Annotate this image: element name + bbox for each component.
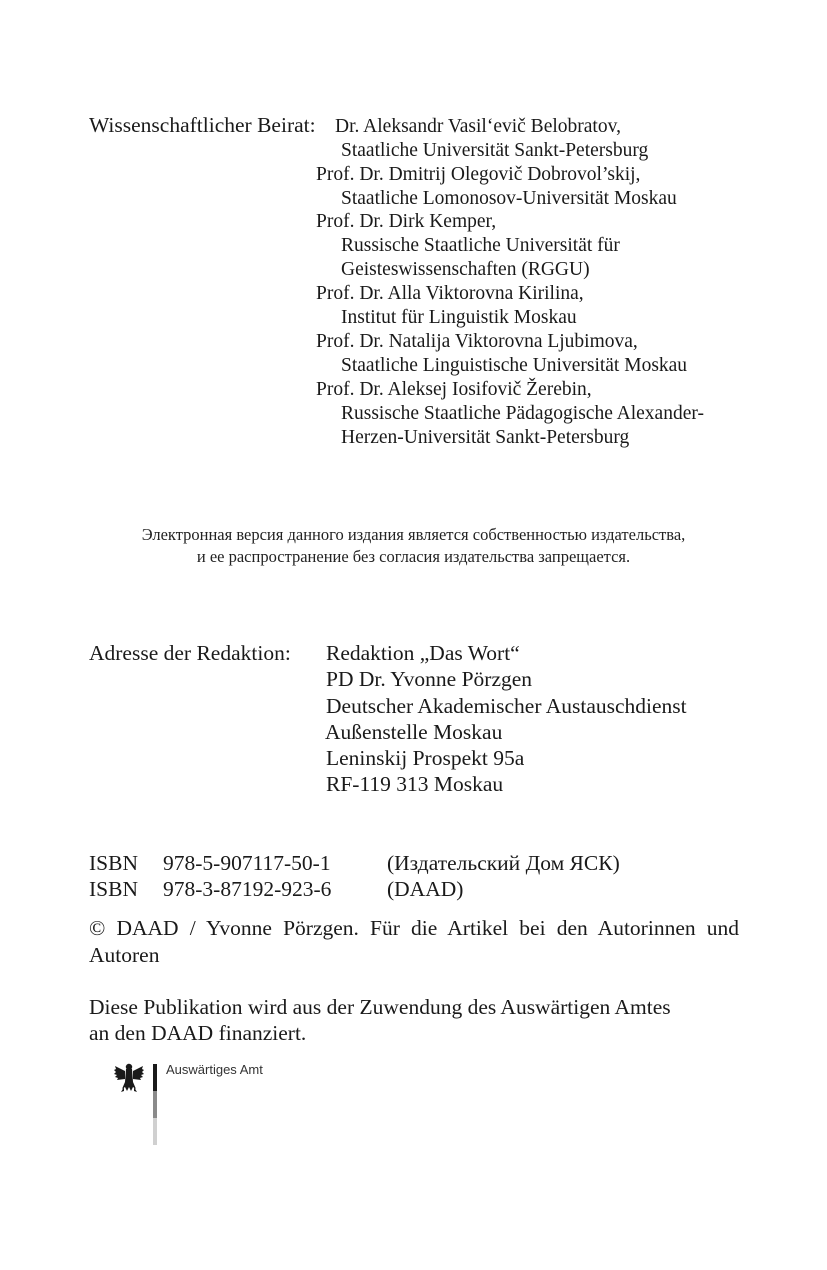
member-affiliation: Russische Staatliche Universität für — [341, 235, 620, 256]
address-line: Deutscher Akademischer Austauschdienst — [326, 694, 687, 718]
member-name: Dr. Aleksandr Vasil‘evič Belobratov, — [335, 116, 621, 137]
flag-bar-light — [153, 1118, 157, 1145]
isbn-number: 978-3-87192-923-6 — [163, 877, 332, 901]
address-line: Redaktion „Das Wort“ — [326, 641, 520, 665]
member-affiliation: Staatliche Linguistische Universität Moskau — [341, 355, 688, 376]
member-affiliation: Staatliche Universität Sankt-Petersburg — [341, 140, 649, 161]
notice-line: Электронная версия данного издания является собственностью издательства, — [141, 525, 686, 544]
member-name: Prof. Dr. Dirk Kemper, — [316, 211, 497, 232]
isbn-prefix: ISBN — [89, 851, 138, 875]
member-name: Prof. Dr. Alla Viktorovna Kirilina, — [316, 283, 584, 304]
member-name: Prof. Dr. Aleksej Iosifovič Žerebin, — [316, 379, 592, 400]
member-name: Prof. Dr. Dmitrij Olegovič Dobrovol’skij, — [316, 164, 641, 185]
member-name: Prof. Dr. Natalija Viktorovna Ljubimova, — [316, 331, 638, 352]
funding-line: Diese Publikation wird aus der Zuwendung des Auswärtigen Amtes — [89, 995, 671, 1019]
logo-text: Auswärtiges Amt — [166, 1062, 263, 1077]
address-label: Adresse der Redaktion: — [89, 641, 291, 665]
address-line: Außenstelle Moskau — [325, 720, 503, 744]
isbn-prefix: ISBN — [89, 877, 138, 901]
isbn-publisher: (Издательский Дом ЯСК) — [387, 851, 620, 875]
federal-eagle-icon — [112, 1060, 146, 1094]
flag-bar-grey — [153, 1091, 157, 1118]
member-affiliation: Geisteswissenschaften (RGGU) — [341, 259, 590, 280]
isbn-number: 978-5-907117-50-1 — [163, 851, 331, 875]
member-affiliation: Russische Staatliche Pädagogische Alexander- — [341, 403, 704, 424]
address-line: PD Dr. Yvonne Pörzgen — [326, 667, 533, 691]
notice-line: и ее распространение без согласия издательства запрещается. — [196, 547, 631, 566]
address-line: RF-119 313 Moskau — [326, 772, 504, 796]
member-affiliation: Herzen-Universität Sankt-Petersburg — [341, 427, 630, 448]
address-line: Leninskij Prospekt 95a — [326, 746, 525, 770]
member-affiliation: Institut für Linguistik Moskau — [341, 307, 577, 328]
member-affiliation: Staatliche Lomonosov-Universität Moskau — [341, 188, 677, 209]
isbn-publisher: (DAAD) — [387, 877, 464, 901]
beirat-label: Wissenschaftlicher Beirat: — [89, 113, 316, 137]
funding-line: an den DAAD finanziert. — [89, 1021, 307, 1045]
flag-bar-black — [153, 1064, 157, 1091]
copyright-notice: © DAAD / Yvonne Pörzgen. Für die Artikel bei den Autorinnen und Autoren — [89, 916, 739, 967]
